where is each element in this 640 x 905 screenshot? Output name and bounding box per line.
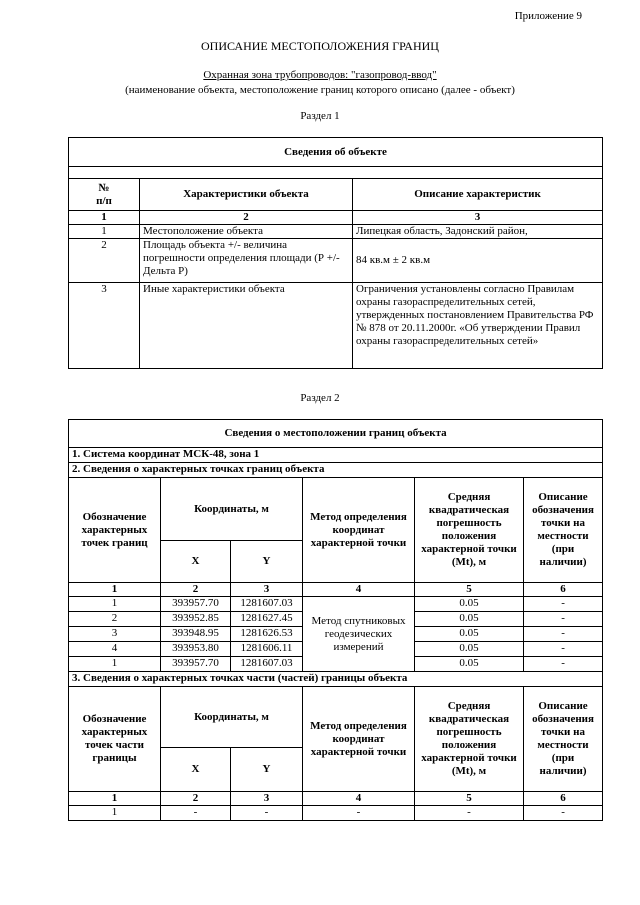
row-characteristic: Иные характеристики объекта [140, 283, 353, 369]
header-description: Описание обозначения точки на местности (при наличии) [524, 478, 603, 583]
point-y: 1281607.03 [231, 657, 303, 672]
part-point-y: - [231, 806, 303, 821]
index-cell: 2 [161, 583, 231, 597]
point-number: 3 [69, 627, 161, 642]
section1-title: Раздел 1 [300, 110, 340, 122]
row-description: 84 кв.м ± 2 кв.м [353, 239, 603, 283]
page-title: ОПИСАНИЕ МЕСТОПОЛОЖЕНИЯ ГРАНИЦ [201, 39, 439, 53]
point-description: - [524, 612, 603, 627]
row-description: Липецкая область, Задонский район, [353, 225, 603, 239]
header-characteristics: Характеристики объекта [140, 179, 353, 211]
header-num: № п/п [69, 179, 140, 211]
header-accuracy: Средняя квадратическая погрешность положения характерной точки (Mt), м [415, 478, 524, 583]
index-cell: 1 [69, 583, 161, 597]
header-description: Описание обозначения точки на местности (при наличии) [524, 687, 603, 792]
index-cell: 6 [524, 792, 603, 806]
point-description: - [524, 597, 603, 612]
header-method: Метод определения координат характерной точки [303, 687, 415, 792]
header-point-label: Обозначение характерных точек границ [69, 478, 161, 583]
point-description: - [524, 627, 603, 642]
part-point-method: - [303, 806, 415, 821]
part-point-number: 1 [69, 806, 161, 821]
point-accuracy: 0.05 [415, 657, 524, 672]
coord-system-row: 1. Система координат МСК-48, зона 1 [69, 448, 603, 463]
index-cell: 5 [415, 583, 524, 597]
index-cell: 6 [524, 583, 603, 597]
point-accuracy: 0.05 [415, 612, 524, 627]
header-x: X [161, 541, 231, 583]
point-x: 393957.70 [161, 597, 231, 612]
row-characteristic: Площадь объекта +/- величина погрешности определения площади (Р +/- Дельта Р) [140, 239, 353, 283]
point-description: - [524, 642, 603, 657]
point-description: - [524, 657, 603, 672]
point-number: 1 [69, 597, 161, 612]
section2-title: Раздел 2 [300, 392, 340, 404]
index-cell: 3 [231, 792, 303, 806]
point-y: 1281606.11 [231, 642, 303, 657]
index-cell: 4 [303, 583, 415, 597]
row-num: 2 [69, 239, 140, 283]
table-row [69, 225, 603, 239]
boundary-table [68, 419, 603, 821]
table-row [69, 597, 603, 612]
table-row [69, 239, 603, 283]
header-y: Y [231, 748, 303, 792]
index-cell: 4 [303, 792, 415, 806]
part-point-accuracy: - [415, 806, 524, 821]
boundary-table-title: Сведения о местоположении границ объекта [69, 420, 603, 448]
object-info-table [68, 137, 603, 369]
point-x: 393952.85 [161, 612, 231, 627]
index-cell: 5 [415, 792, 524, 806]
header-y: Y [231, 541, 303, 583]
part-point-x: - [161, 806, 231, 821]
header-coords: Координаты, м [161, 478, 303, 541]
point-x: 393953.80 [161, 642, 231, 657]
part3-title-row: 3. Сведения о характерных точках части (частей) границы объекта [69, 672, 603, 687]
header-description: Описание характеристик [353, 179, 603, 211]
index-cell: 2 [140, 211, 353, 225]
header-accuracy: Средняя квадратическая погрешность положения характерной точки (Mt), м [415, 687, 524, 792]
point-y: 1281626.53 [231, 627, 303, 642]
table-row [69, 283, 603, 369]
header-method: Метод определения координат характерной точки [303, 478, 415, 583]
method-cell: Метод спутниковых геодезических измерений [303, 597, 415, 672]
object-name [0, 69, 640, 81]
object-note: (наименование объекта, местоположение границ которого описано (далее - объект) [125, 84, 515, 96]
point-x: 393957.70 [161, 657, 231, 672]
point-accuracy: 0.05 [415, 627, 524, 642]
row-description: Ограничения установлены согласно Правилам охраны газораспределительных сетей, утвержденных постановлением Правительства РФ № 878 от 20.11.2000г. «Об утверждении Правил охраны газораспределительных сетей» [353, 283, 603, 369]
part2-title-row: 2. Сведения о характерных точках границ объекта [69, 463, 603, 478]
table-row [69, 806, 603, 821]
point-number: 1 [69, 657, 161, 672]
point-x: 393948.95 [161, 627, 231, 642]
index-cell: 3 [231, 583, 303, 597]
point-accuracy: 0.05 [415, 642, 524, 657]
row-num: 3 [69, 283, 140, 369]
header-coords: Координаты, м [161, 687, 303, 748]
row-num: 1 [69, 225, 140, 239]
part-point-description: - [524, 806, 603, 821]
object-info-table-title: Сведения об объекте [69, 138, 603, 167]
point-number: 4 [69, 642, 161, 657]
spacer-row [69, 167, 603, 179]
object-name-text: Охранная зона трубопроводов: "газопровод-ввод" [203, 69, 437, 81]
point-y: 1281607.03 [231, 597, 303, 612]
row-characteristic: Местоположение объекта [140, 225, 353, 239]
header-x: X [161, 748, 231, 792]
point-number: 2 [69, 612, 161, 627]
header-point-label-part: Обозначение характерных точек части границы [69, 687, 161, 792]
point-y: 1281627.45 [231, 612, 303, 627]
appendix-label: Приложение 9 [514, 10, 582, 22]
point-accuracy: 0.05 [415, 597, 524, 612]
index-cell: 3 [353, 211, 603, 225]
index-cell: 2 [161, 792, 231, 806]
index-cell: 1 [69, 211, 140, 225]
index-cell: 1 [69, 792, 161, 806]
